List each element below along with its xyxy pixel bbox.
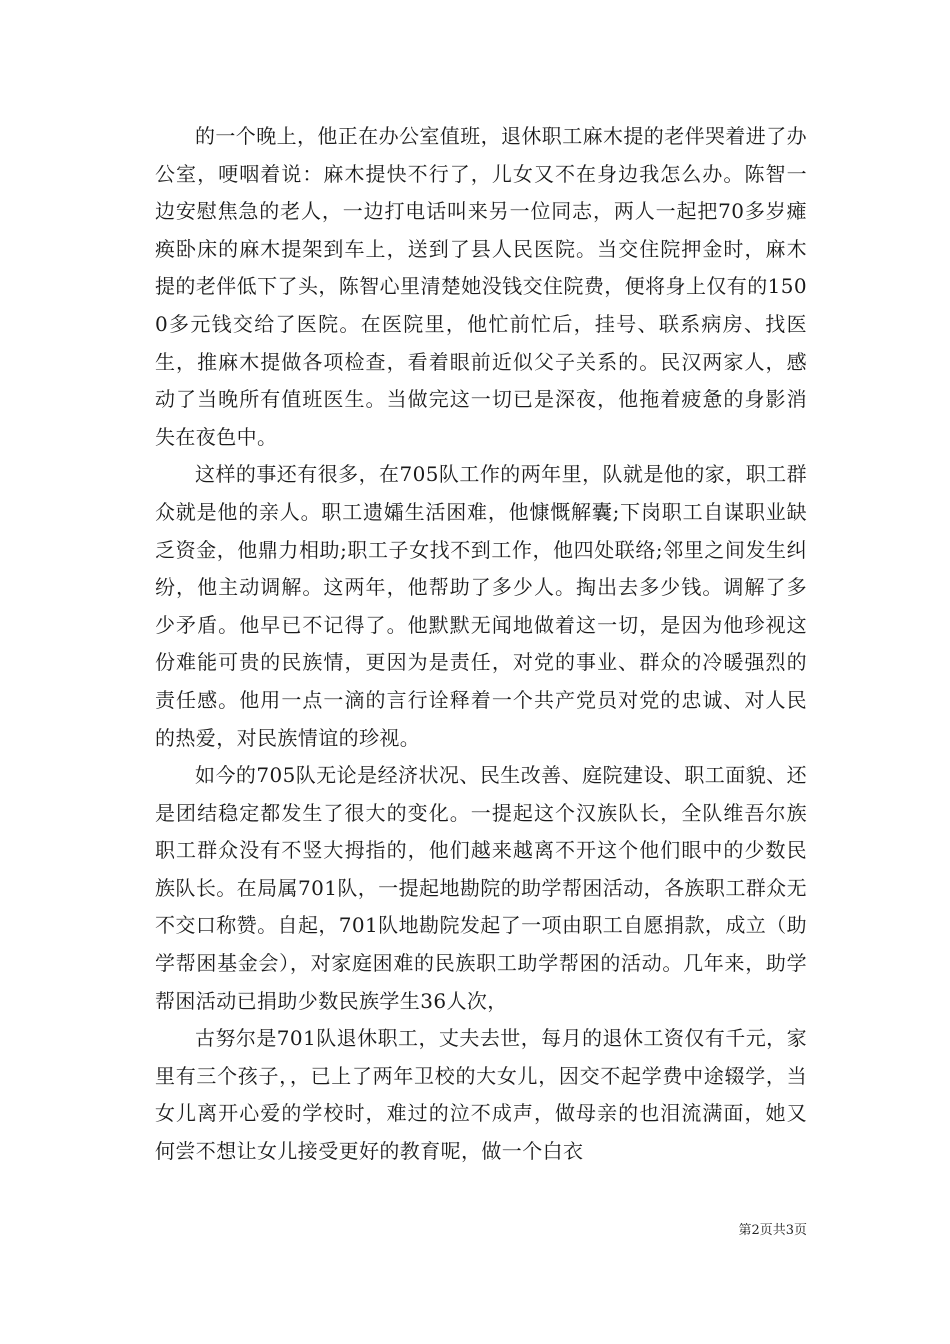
paragraph-1: 的一个晚上，他正在办公室值班，退休职工麻木提的老伴哭着进了办公室，哽咽着说：麻木提快不行了，儿女又不在身边我怎么办。陈智一边安慰焦急的老人，一边打电话叫来另一位同志，两人一起把70多岁瘫痪卧床的麻木提架到车上，送到了县人民医院。当交住院押金时，麻木提的老伴低下了头，陈智心里清楚她没钱交住院费，便将身上仅有的1500多元钱交给了医院。在医院里，他忙前忙后，挂号、联系病房、找医生，推麻木提做各项检查，看着眼前近似父子关系的。民汉两家人，感动了当晚所有值班医生。当做完这一切已是深夜，他拖着疲惫的身影消失在夜色中。	[155, 124, 807, 449]
paragraph-2: 这样的事还有很多，在705队工作的两年里，队就是他的家，职工群众就是他的亲人。职工遗孀生活困难，他慷慨解囊;下岗职工自谋职业缺乏资金，他鼎力相助;职工子女找不到工作，他四处联络;邻里之间发生纠纷，他主动调解。这两年，他帮助了多少人。掏出去多少钱。调解了多少矛盾。他早已不记得了。他默默无闻地做着这一切，是因为他珍视这份难能可贵的民族情，更因为是责任，对党的事业、群众的冷暖强烈的责任感。他用一点一滴的言行诠释着一个共产党员对党的忠诚、对人民的热爱，对民族情谊的珍视。	[155, 462, 807, 750]
page-number: 第2页共3页	[738, 1223, 807, 1238]
paragraph-4: 古努尔是701队退休职工，丈夫去世，每月的退休工资仅有千元，家里有三个孩子，，已上了两年卫校的大女儿，因交不起学费中途辍学，当女儿离开心爱的学校时，难过的泣不成声，做母亲的也泪流满面，她又何尝不想让女儿接受更好的教育呢，做一个白衣	[155, 1026, 807, 1164]
document-body	[155, 118, 807, 1171]
paragraph-3: 如今的705队无论是经济状况、民生改善、庭院建设、职工面貌、还是团结稳定都发生了很大的变化。一提起这个汉族队长，全队维吾尔族职工群众没有不竖大拇指的，他们越来越离不开这个他们眼中的少数民族队长。在局属701队，一提起地勘院的助学帮困活动，各族职工群众无不交口称赞。自起，701队地勘院发起了一项由职工自愿捐款，成立（助学帮困基金会），对家庭困难的民族职工助学帮困的活动。几年来，助学帮困活动已捐助少数民族学生36人次，	[155, 763, 807, 1013]
